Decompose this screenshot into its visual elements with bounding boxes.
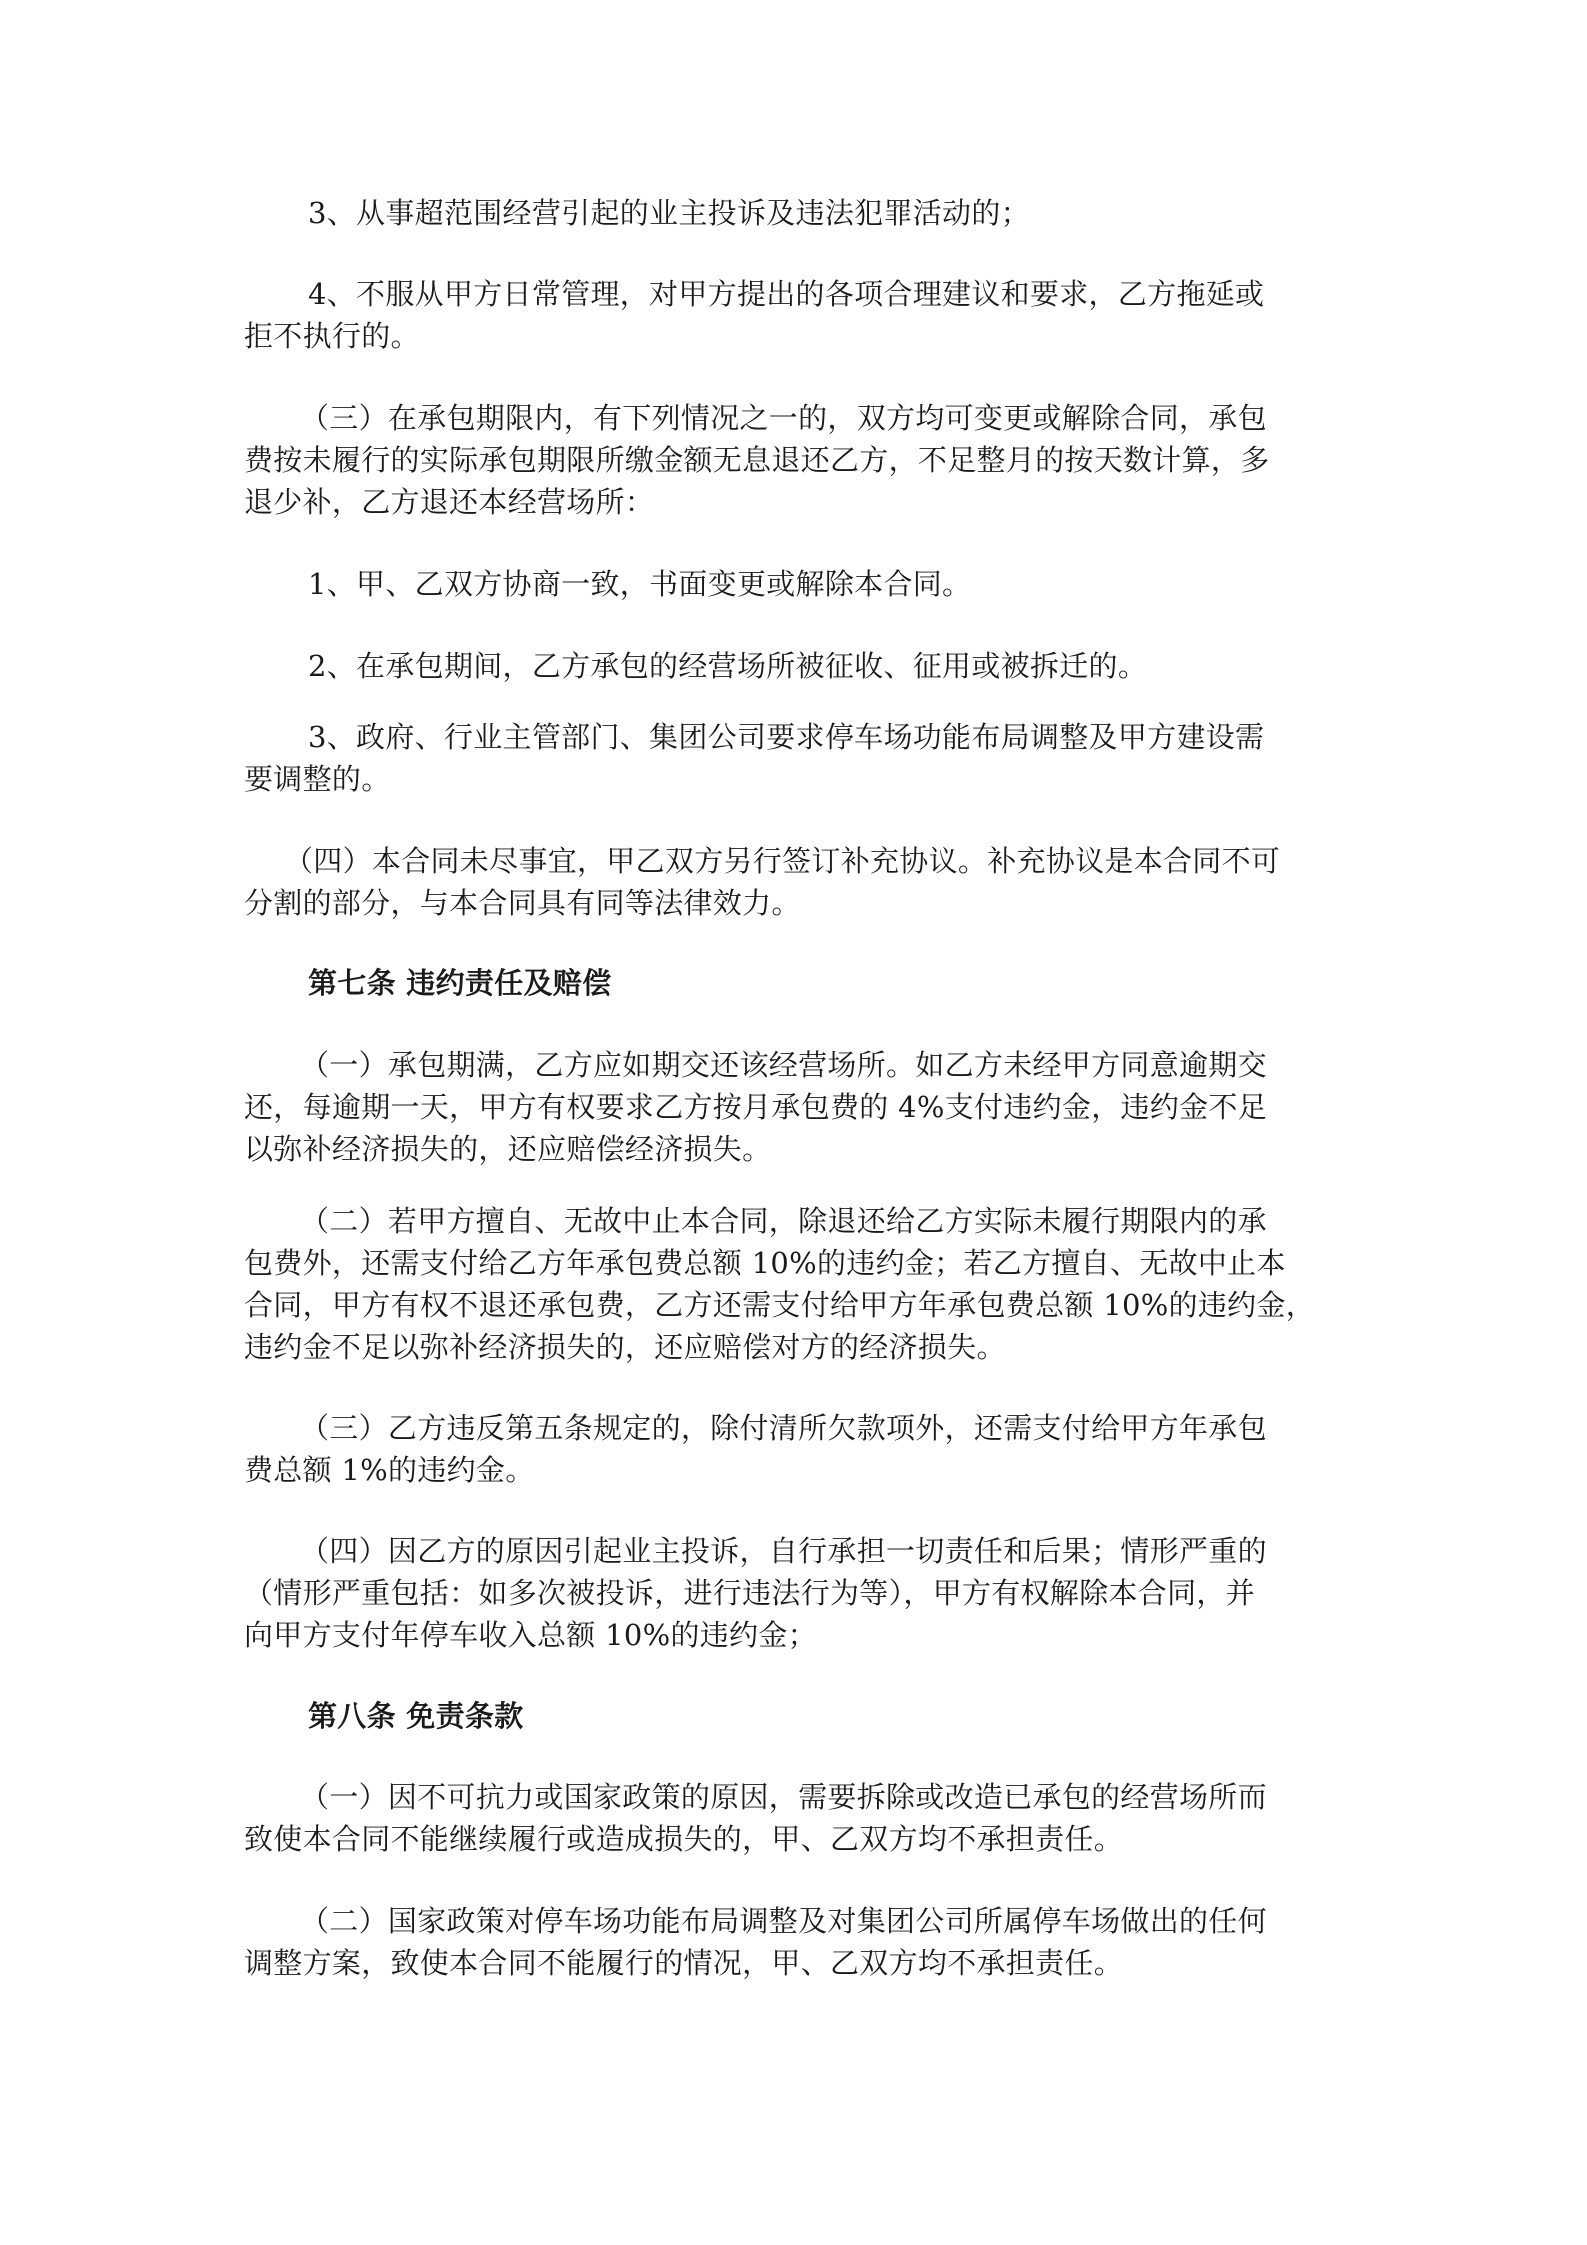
text-line: 以弥补经济损失的，还应赔偿经济损失。 xyxy=(244,1132,772,1166)
paragraph-article7-clause-2 xyxy=(244,1200,1315,1368)
text-line: 费按未履行的实际承包期限所缴金额无息退还乙方，不足整月的按天数计算，多 xyxy=(244,443,1270,477)
text-line: 违约金不足以弥补经济损失的，还应赔偿对方的经济损失。 xyxy=(244,1330,1006,1364)
paragraph-article7-clause-1 xyxy=(244,1044,1267,1170)
paragraph-item-3 xyxy=(308,192,1030,234)
text-line: （四）因乙方的原因引起业主投诉，自行承担一切责任和后果；情形严重的 xyxy=(300,1534,1267,1568)
paragraph-item-2 xyxy=(308,645,1147,687)
paragraph-article7-clause-3 xyxy=(244,1407,1267,1491)
paragraph-article8-clause-2 xyxy=(244,1900,1267,1984)
text-line: 致使本合同不能继续履行或造成损失的，甲、乙双方均不承担责任。 xyxy=(244,1822,1124,1856)
text-line: （一）承包期满，乙方应如期交还该经营场所。如乙方未经甲方同意逾期交 xyxy=(300,1048,1267,1082)
paragraph-item-3b xyxy=(244,716,1264,800)
text-line: 包费外，还需支付给乙方年承包费总额 10%的违约金；若乙方擅自、无故中止本 xyxy=(244,1246,1286,1280)
text-line: 合同，甲方有权不退还承包费，乙方还需支付给甲方年承包费总额 10%的违约金， xyxy=(244,1288,1316,1322)
text-line: 还，每逾期一天，甲方有权要求乙方按月承包费的 4%支付违约金，违约金不足 xyxy=(244,1090,1268,1124)
paragraph-item-4 xyxy=(244,273,1264,357)
text-line: 拒不执行的。 xyxy=(244,319,420,353)
text-line: （二）国家政策对停车场功能布局调整及对集团公司所属停车场做出的任何 xyxy=(300,1904,1267,1938)
text-line: 退少补，乙方退还本经营场所： xyxy=(244,485,655,519)
text-line: 调整方案，致使本合同不能履行的情况，甲、乙双方均不承担责任。 xyxy=(244,1946,1124,1980)
text-line: 1、甲、乙双方协商一致，书面变更或解除本合同。 xyxy=(308,567,972,601)
text-line: 费总额 1%的违约金。 xyxy=(244,1453,535,1487)
text-line: 3、政府、行业主管部门、集团公司要求停车场功能布局调整及甲方建设需 xyxy=(308,720,1265,754)
section-heading-article-8 xyxy=(308,1695,524,1737)
text-line: （情形严重包括：如多次被投诉，进行违法行为等），甲方有权解除本合同，并 xyxy=(244,1576,1256,1610)
section-heading-article-7 xyxy=(308,962,611,1004)
text-line: 3、从事超范围经营引起的业主投诉及违法犯罪活动的； xyxy=(308,196,1030,230)
paragraph-article7-clause-4 xyxy=(244,1530,1267,1656)
paragraph-clause-3 xyxy=(244,397,1270,523)
paragraph-clause-4 xyxy=(244,840,1280,924)
text-line: 向甲方支付年停车收入总额 10%的违约金； xyxy=(244,1618,817,1652)
text-line: 分割的部分，与本合同具有同等法律效力。 xyxy=(244,886,801,920)
text-line: （三）在承包期限内，有下列情况之一的，双方均可变更或解除合同，承包 xyxy=(300,401,1267,435)
text-line: （三）乙方违反第五条规定的，除付清所欠款项外，还需支付给甲方年承包 xyxy=(300,1411,1267,1445)
heading-text: 第八条 免责条款 xyxy=(308,1699,524,1733)
text-line: 4、不服从甲方日常管理，对甲方提出的各项合理建议和要求，乙方拖延或 xyxy=(308,277,1265,311)
paragraph-article8-clause-1 xyxy=(244,1776,1267,1860)
text-line: （一）因不可抗力或国家政策的原因，需要拆除或改造已承包的经营场所而 xyxy=(300,1780,1267,1814)
heading-text: 第七条 违约责任及赔偿 xyxy=(308,966,612,1000)
text-line: 2、在承包期间，乙方承包的经营场所被征收、征用或被拆迁的。 xyxy=(308,649,1148,683)
paragraph-item-1 xyxy=(308,563,971,605)
text-line: 要调整的。 xyxy=(244,762,391,796)
text-line: （四）本合同未尽事宜，甲乙双方另行签订补充协议。补充协议是本合同不可 xyxy=(284,844,1281,878)
text-line: （二）若甲方擅自、无故中止本合同，除退还给乙方实际未履行期限内的承 xyxy=(300,1204,1267,1238)
